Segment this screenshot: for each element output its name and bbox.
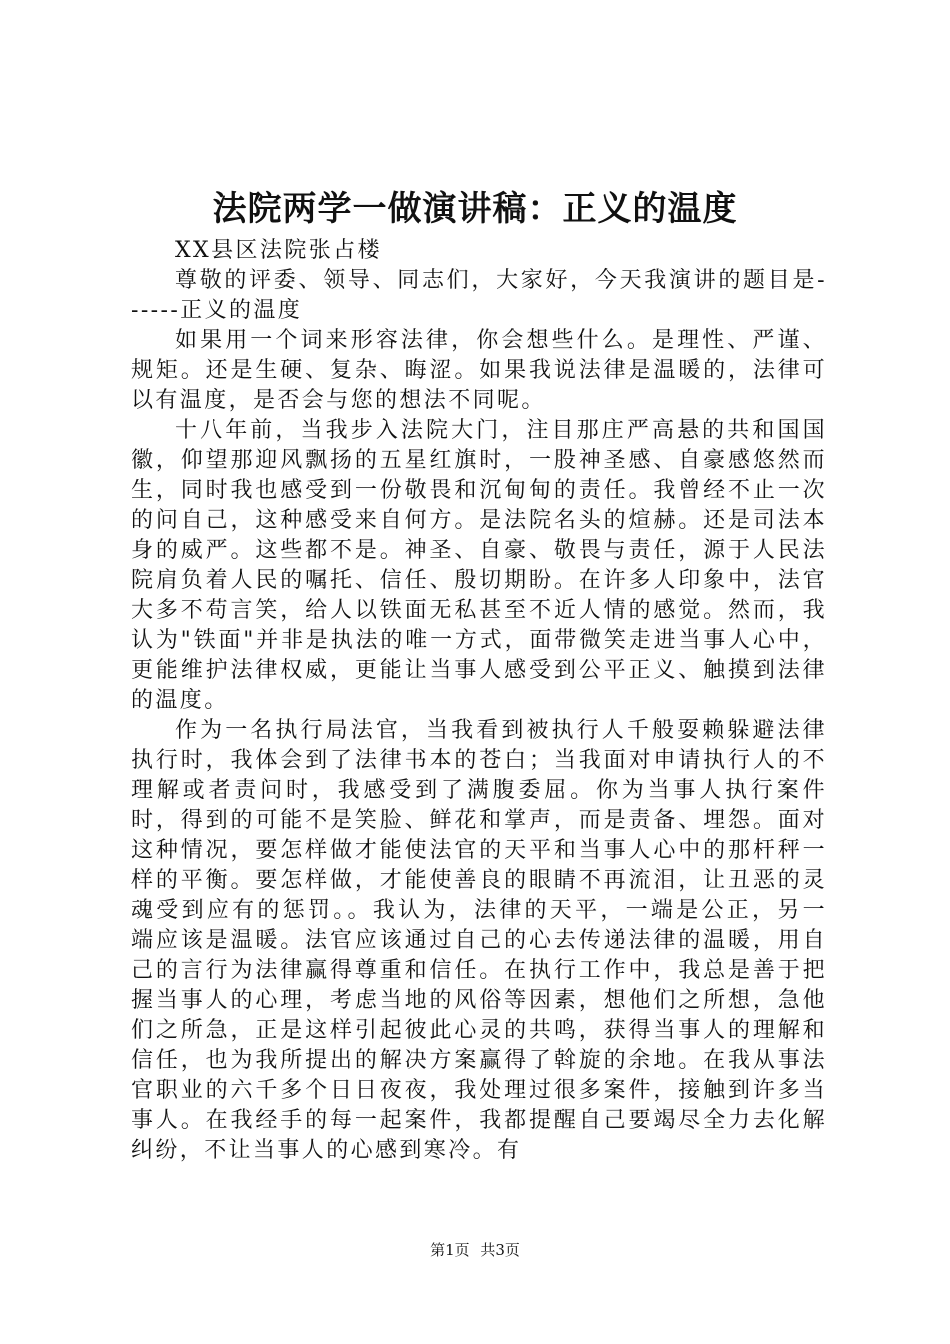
page-number: 第1页 — [430, 1241, 470, 1259]
page-footer — [0, 1240, 950, 1260]
author-line: XX县区法院张占楼 — [175, 238, 382, 263]
page-total: 共3页 — [480, 1241, 520, 1259]
document-body — [131, 236, 827, 1166]
paragraph-intro: 如果用一个词来形容法律，你会想些什么。是理性、严谨、规矩。还是生硬、复杂、晦涩。如果我说法律是温暖的，法律可以有温度，是否会与您的想法不同呢。 — [131, 328, 827, 413]
paragraph-greeting: 尊敬的评委、领导、同志们，大家好，今天我演讲的题目是------正义的温度 — [131, 268, 827, 323]
paragraph-execution: 作为一名执行局法官，当我看到被执行人千般耍赖躲避法律执行时，我体会到了法律书本的苍白；当我面对申请执行人的不理解或者责问时，我感受到了满腹委屈。你为当事人执行案件时，得到的可能不是笑脸、鲜花和掌声，而是责备、埋怨。面对这种情况，要怎样做才能使法官的天平和当事人心中的那杆秤一样的平衡。要怎样做，才能使善良的眼睛不再流泪，让丑恶的灵魂受到应有的惩罚。。我认为，法律的天平，一端是公正，另一端应该是温暖。法官应该通过自己的心去传递法律的温暖，用自己的言行为法律赢得尊重和信任。在执行工作中，我总是善于把握当事人的心理，考虑当地的风俗等因素，想他们之所想，急他们之所急，正是这样引起彼此心灵的共鸣，获得当事人的理解和信任，也为我所提出的解决方案赢得了斡旋的余地。在我从事法官职业的六千多个日日夜夜，我处理过很多案件，接触到许多当事人。在我经手的每一起案件，我都提醒自己要竭尽全力去化解纠纷，不让当事人的心感到寒冷。有 — [131, 718, 827, 1163]
document-title: 法院两学一做演讲稿：正义的温度 — [212, 189, 738, 229]
paragraph-memory: 十八年前，当我步入法院大门，注目那庄严高悬的共和国国徽，仰望那迎风飘扬的五星红旗时，一股神圣感、自豪感悠然而生，同时我也感受到一份敬畏和沉甸甸的责任。我曾经不止一次的问自己，这种感受来自何方。是法院名头的煊赫。还是司法本身的威严。这些都不是。神圣、自豪、敬畏与责任，源于人民法院肩负着人民的嘱托、信任、殷切期盼。在许多人印象中，法官大多不苟言笑，给人以铁面无私甚至不近人情的感觉。然而，我认为"铁面"并非是执法的唯一方式，面带微笑走进当事人心中，更能维护法律权威，更能让当事人感受到公平正义、触摸到法律的温度。 — [131, 418, 827, 713]
